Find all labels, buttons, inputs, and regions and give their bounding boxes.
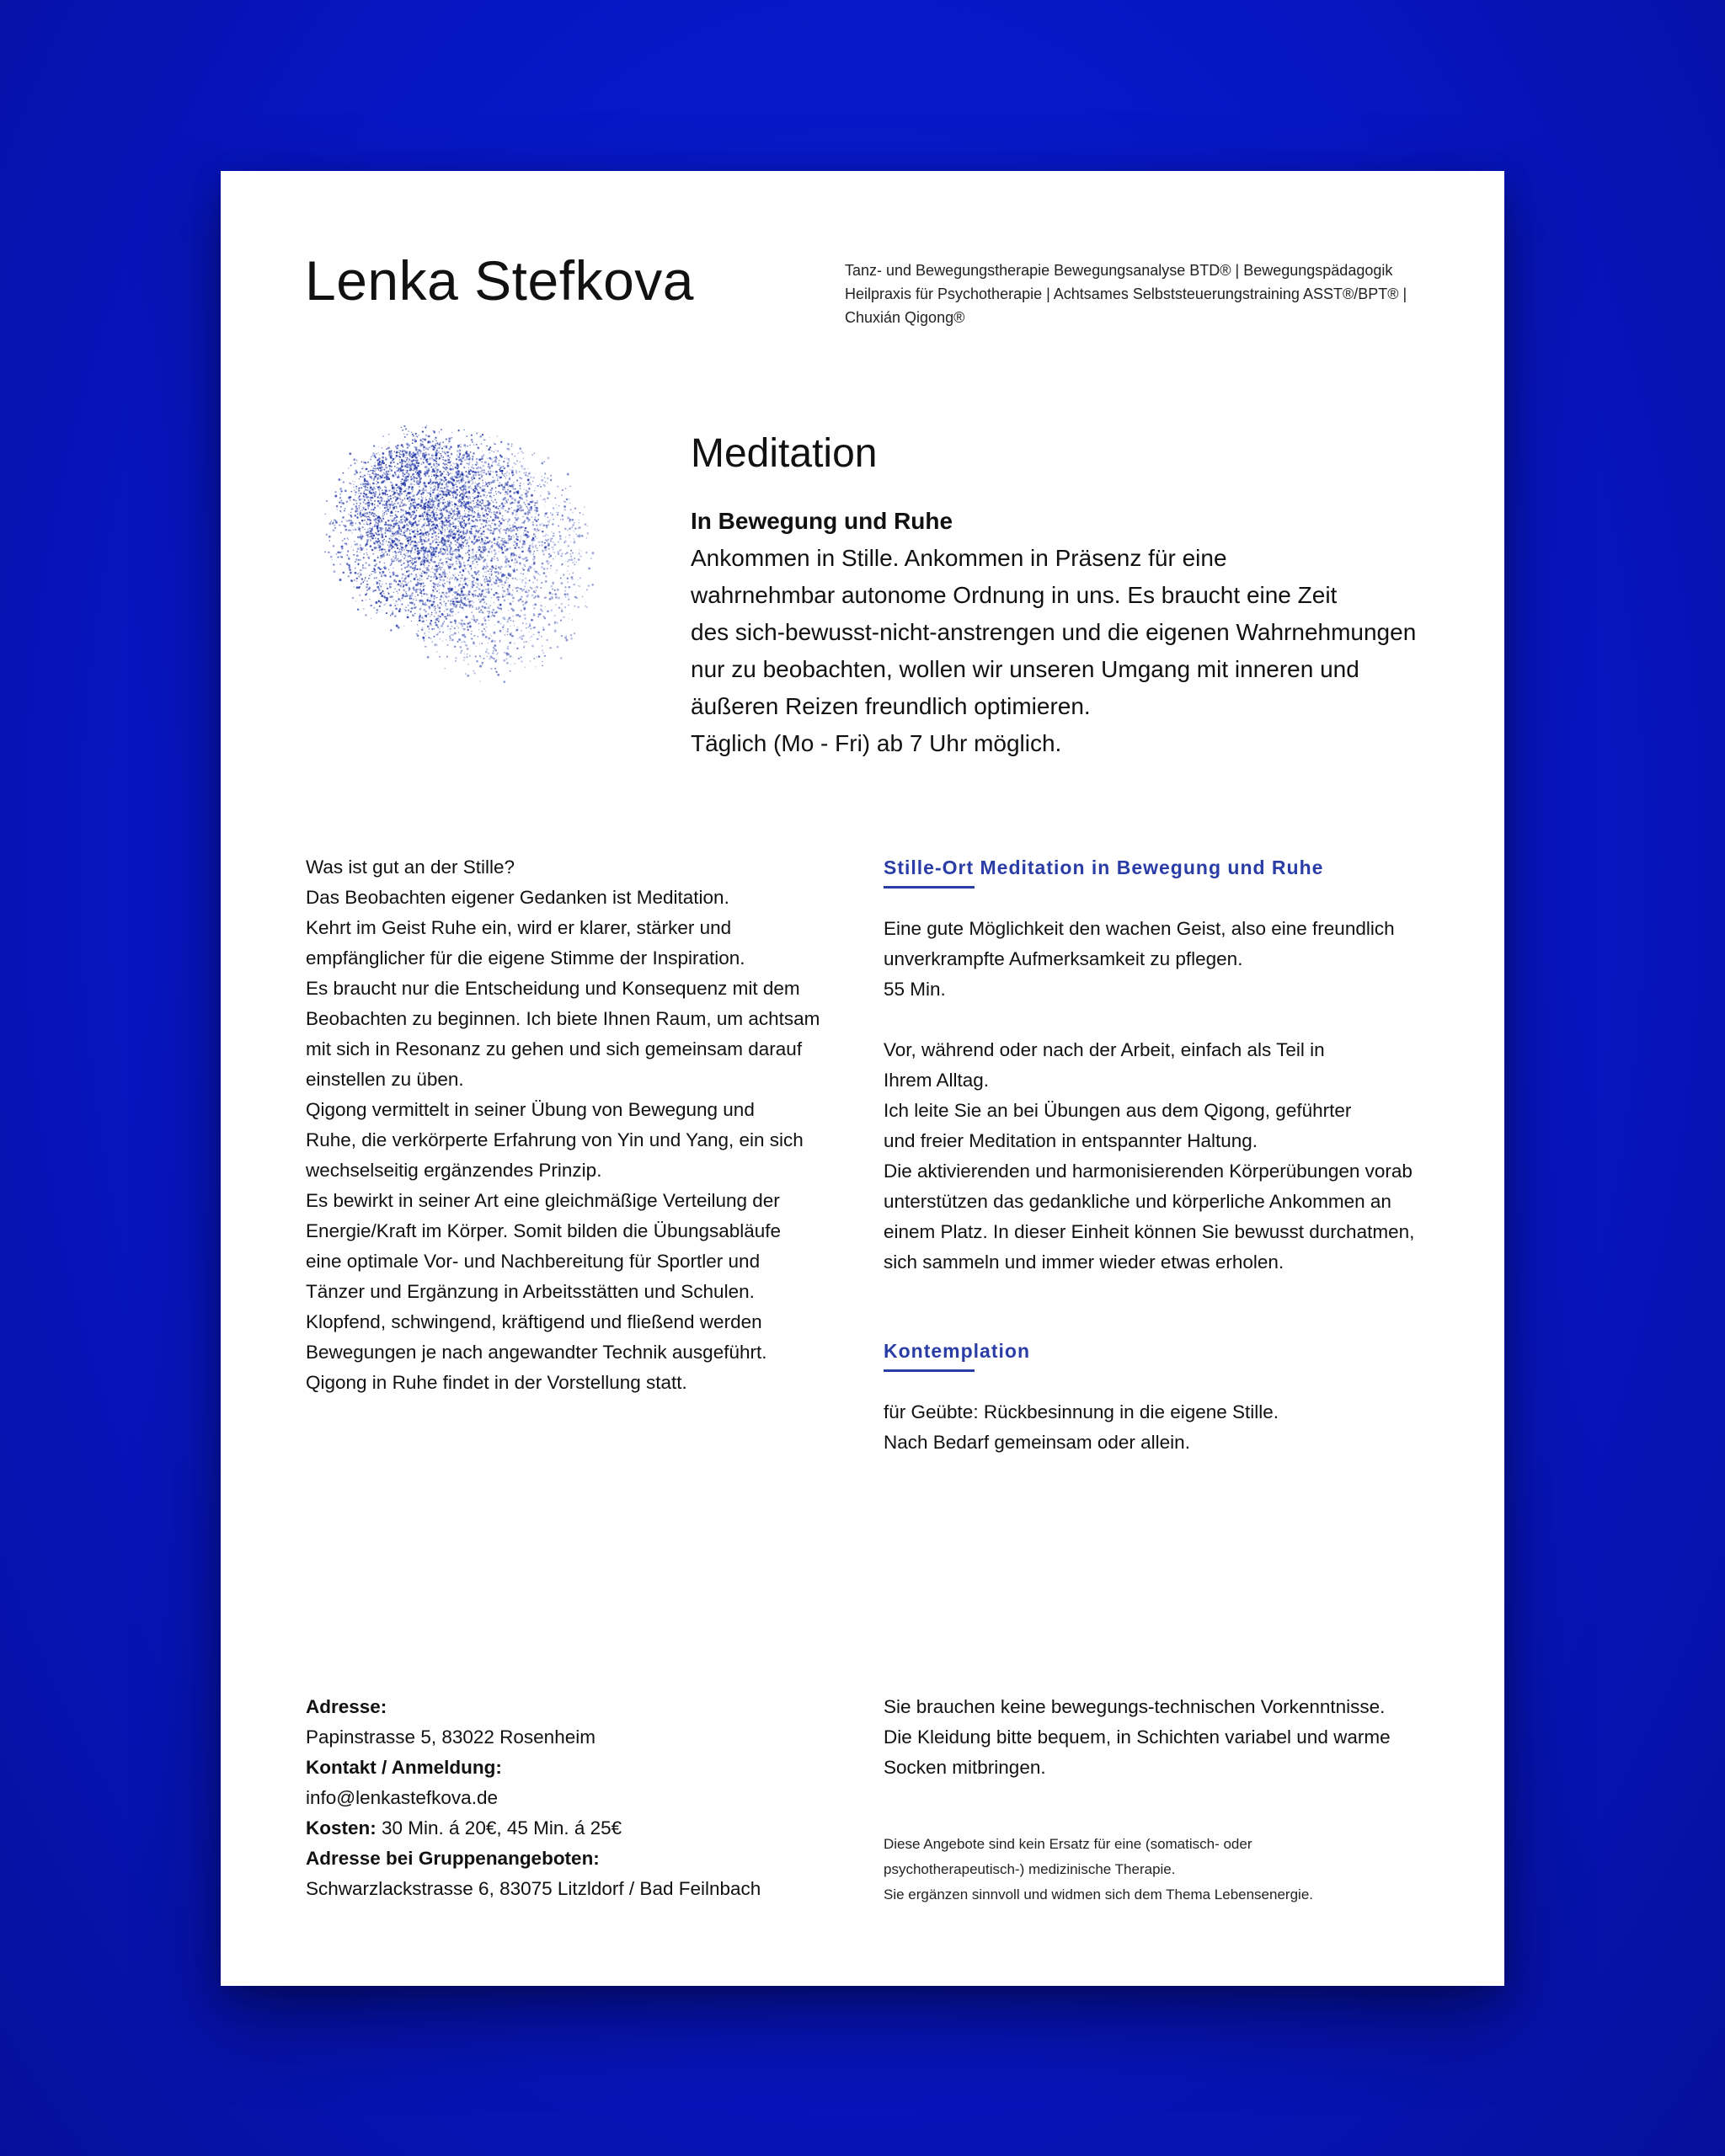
section-heading: Stille-Ort Meditation in Bewegung und Ruhe (884, 857, 1324, 878)
section-heading: Kontemplation (884, 1340, 1030, 1362)
group-address-value: Schwarzlackstrasse 6, 83075 Litzldorf / Bad Feilnbach (306, 1878, 761, 1899)
stippled-blob-illustration (308, 402, 595, 688)
cost-label: Kosten: (306, 1817, 377, 1838)
address-value: Papinstrasse 5, 83022 Rosenheim (306, 1726, 595, 1748)
stille-description: Was ist gut an der Stille? Das Beobachten eigener Gedanken ist Meditation. Kehrt im Geist Ruhe ein, wird er klarer, stärker und empfänglicher für die eigene Stimme der Inspiration. Es braucht nur die Entscheidung und Konsequenz mit dem Beobachten zu beginnen. Ich biete Ihnen Raum, um achtsam mit sich in Resonanz zu gehen und sich gemeinsam darauf einstellen zu üben. Qigong vermittelt in seiner Übung von Bewegung und Ruhe, die verkörperte Erfahrung von Yin und Yang, ein sich wechselseitig ergänzendes Prinzip. Es bewirkt in seiner Art eine gleichmäßige Verteilung der Energie/Kraft im Körper. Somit bilden die Übungsabläufe eine optimale Vor- und Nachbereitung für Sportler und Tänzer und Ergänzung in Arbeitsstätten und Schulen. Klopfend, schwingend, kräftigend und fließend werden Bewegungen je nach angewandter Technik ausgeführt. Qigong in Ruhe findet in der Vorstellung statt. (306, 857, 820, 1393)
intro-block (691, 429, 1449, 762)
section-text: für Geübte: Rückbesinnung in die eigene Stille. Nach Bedarf gemeinsam oder allein. (884, 1401, 1279, 1453)
address-label: Adresse: (306, 1696, 387, 1717)
cost-value: 30 Min. á 20€, 45 Min. á 25€ (376, 1817, 622, 1838)
requirements-note: Sie brauchen keine bewegungs-technischen Vorkenntnisse. Die Kleidung bitte bequem, in Schichten variabel und warme Socken mitbringen. (884, 1696, 1391, 1778)
email-link[interactable]: info@lenkastefkova.de (306, 1787, 498, 1808)
contact-label: Kontakt / Anmeldung: (306, 1757, 502, 1778)
disclaimer-note: Diese Angebote sind kein Ersatz für eine (somatisch- oder psychotherapeutisch-) medizinische Therapie. Sie ergänzen sinnvoll und widmen sich dem Thema Lebensenergie. (884, 1836, 1313, 1903)
intro-text: Ankommen in Stille. Ankommen in Präsenz für eine wahrnehmbar autonome Ordnung in uns. Es braucht eine Zeit des sich-bewusst-nicht-anstrengen und die eigenen Wahrnehmungen nur zu beobachten, wollen wir unseren Umgang mit inneren und äußeren Reizen freundlich optimieren. Täglich (Mo - Fri) ab 7 Uhr möglich. (691, 545, 1417, 756)
group-address-label: Adresse bei Gruppenangeboten: (306, 1848, 600, 1869)
heading-underline (884, 1369, 975, 1372)
contact-block (306, 1692, 828, 1904)
page-title: Meditation (691, 431, 878, 476)
cost-line (306, 1813, 828, 1844)
section-text: Eine gute Möglichkeit den wachen Geist, also eine freundlich unverkrampfte Aufmerksamkeit zu pflegen. 55 Min. Vor, während oder nach der Arbeit, einfach als Teil in Ihrem Alltag. Ich leite Sie an bei Übungen aus dem Qigong, geführter und freier Meditation in entspannter Haltung. Die aktivierenden und harmonisierenden Körperübungen vorab unterstützen das gedankliche und körperliche Ankommen an einem Platz. In dieser Einheit können Sie bewusst durchatmen, sich sammeln und immer wieder etwas erholen. (884, 918, 1415, 1273)
section-kontemplation (884, 1336, 1473, 1458)
section-stille-ort (884, 852, 1473, 1278)
flyer-page (221, 171, 1504, 1986)
qualifications-tagline: Tanz- und Bewegungstherapie Bewegungsanalyse BTD® | Bewegungspädagogik Heilpraxis für Psychotherapie | Achtsames Selbststeuerungstraining ASST®/BPT® | Chuxián Qigong® (845, 262, 1407, 326)
heading-underline (884, 886, 975, 889)
intro-subtitle: In Bewegung und Ruhe (691, 508, 953, 534)
author-name: Lenka Stefkova (305, 249, 694, 312)
